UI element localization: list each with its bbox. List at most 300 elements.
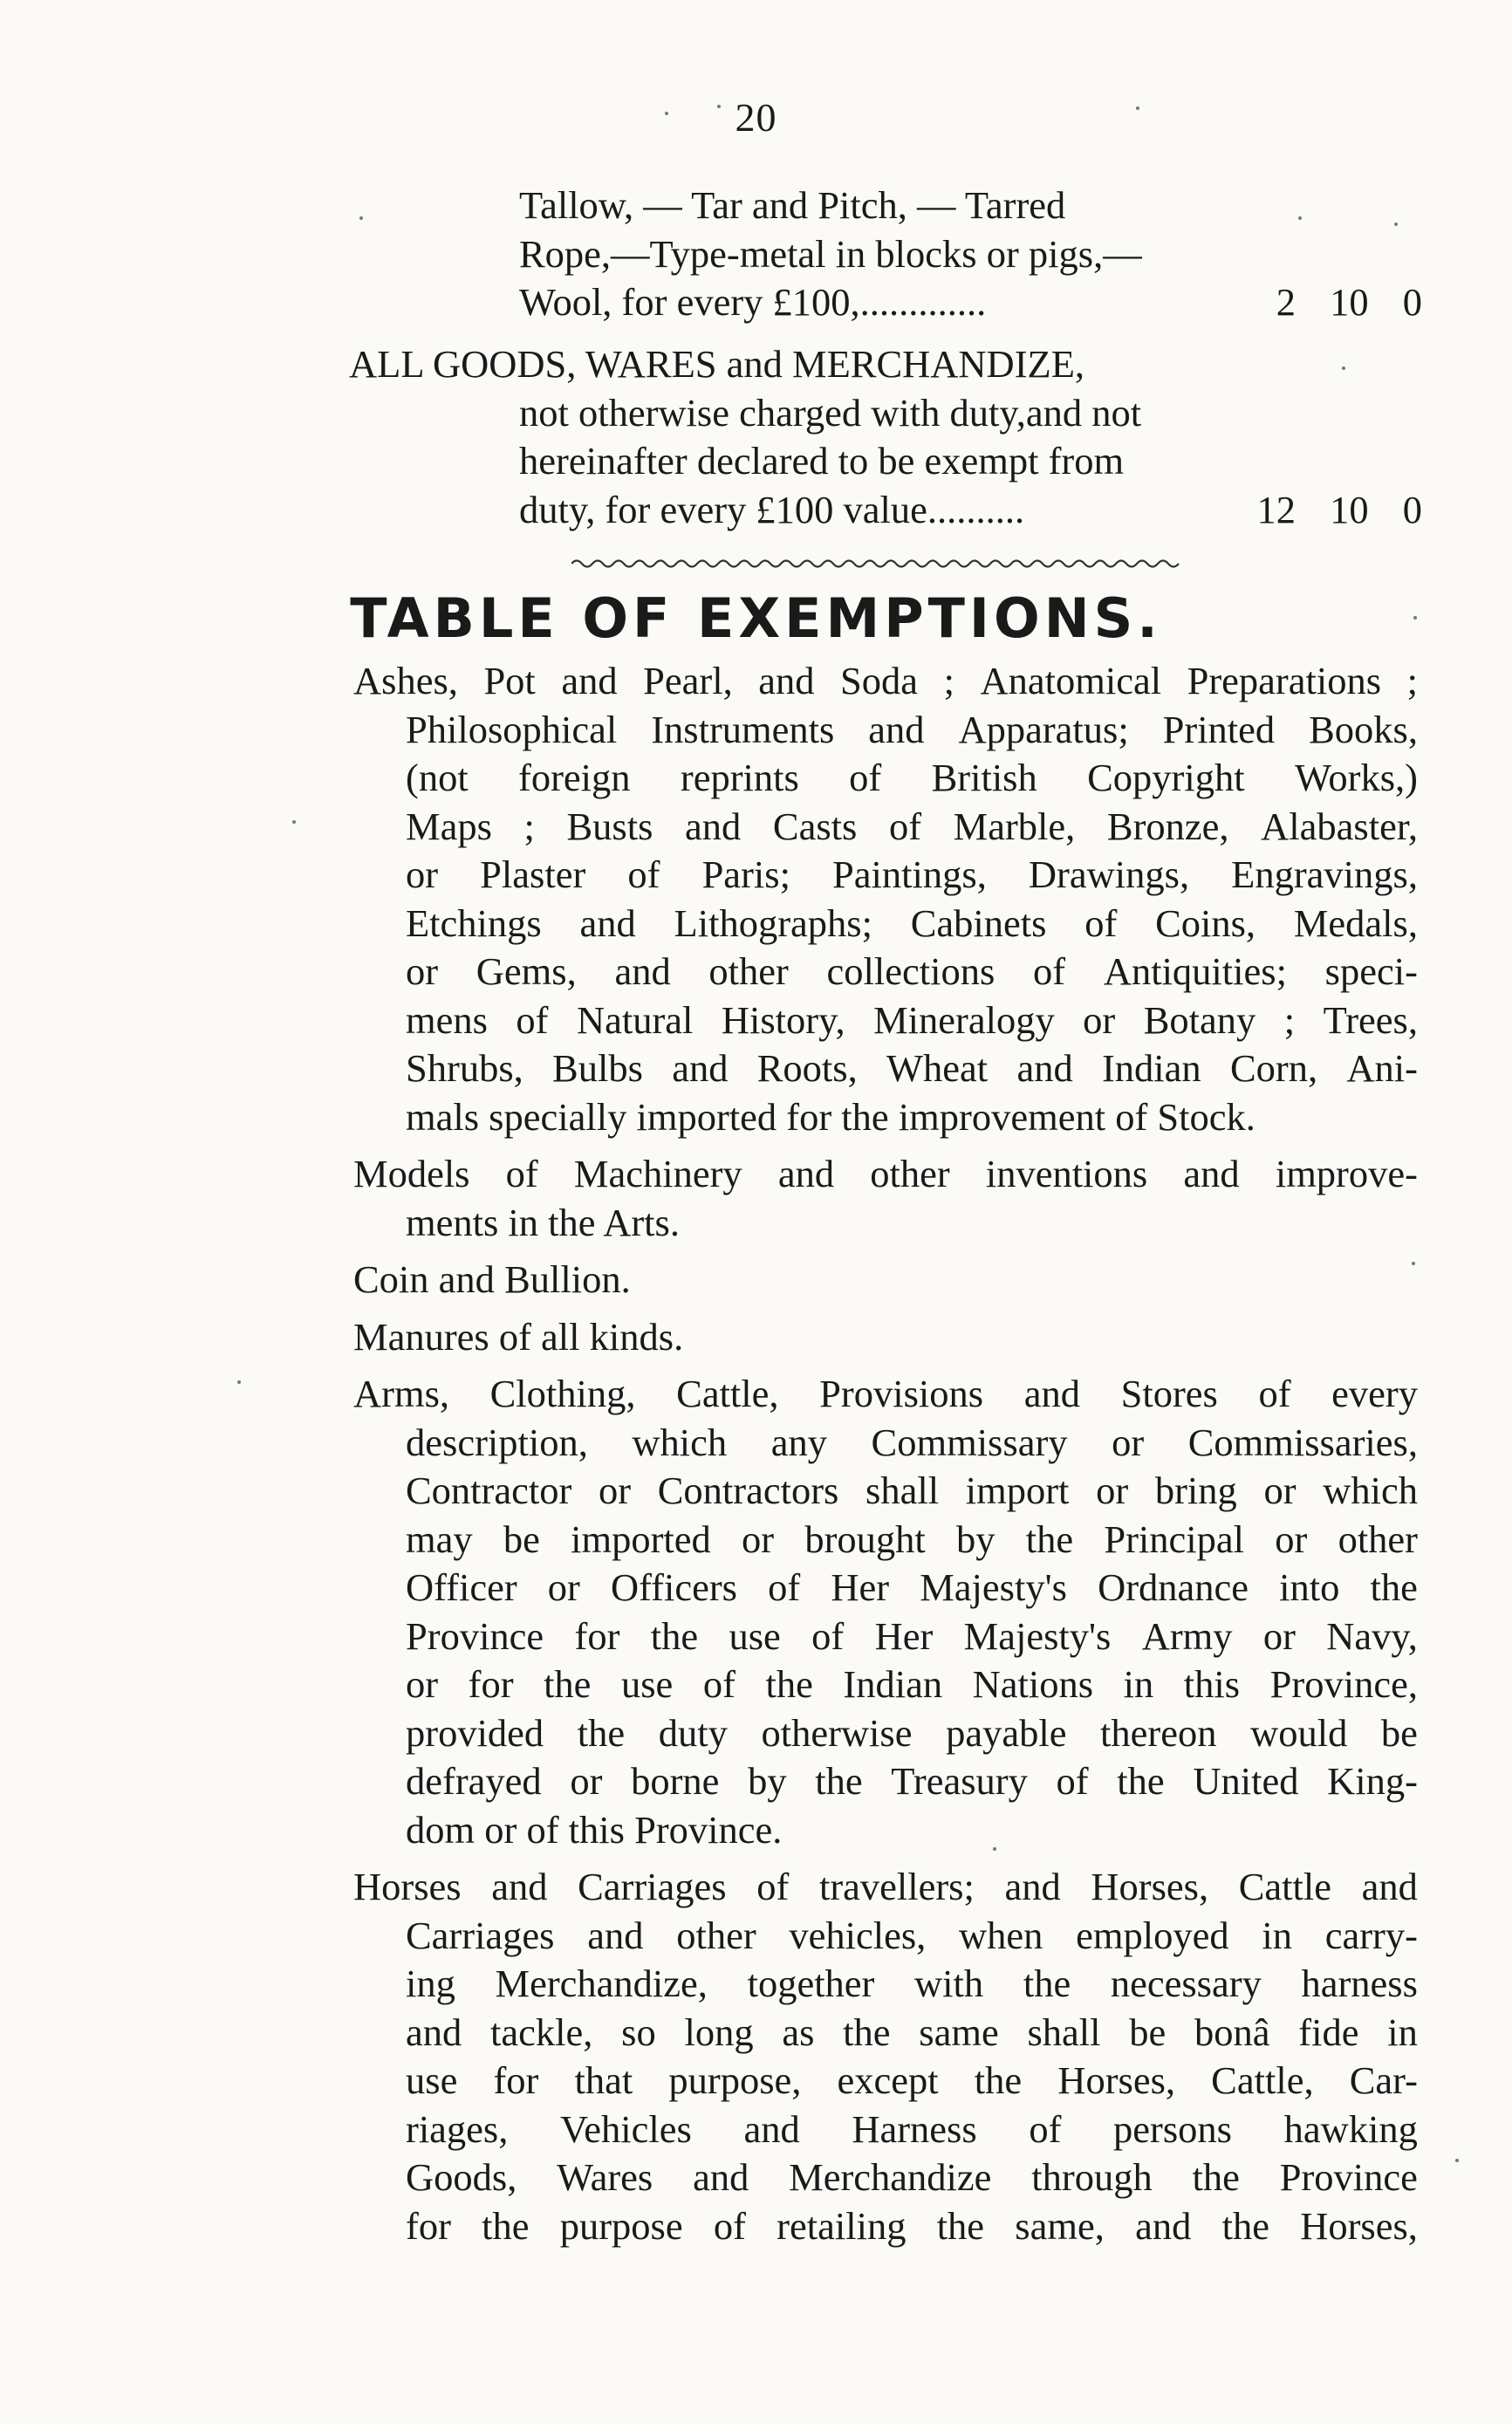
rate-final-line <box>519 486 1422 535</box>
word: import <box>965 1469 1070 1512</box>
word: of <box>516 997 549 1042</box>
word: Machinery <box>573 1152 742 1195</box>
word: Indian <box>843 1662 943 1706</box>
word: Philosophical <box>406 707 618 751</box>
word: and <box>743 2106 800 2151</box>
word: and <box>1135 2203 1192 2248</box>
rate-line: hereinafter declared to be exempt from <box>519 439 1125 483</box>
entry-first-line <box>353 657 1418 706</box>
word: defrayed <box>406 1759 542 1803</box>
word: Mineralogy <box>873 997 1055 1042</box>
word: the <box>544 1662 592 1706</box>
word: Contractor <box>406 1469 572 1512</box>
word: Horses <box>353 1865 462 1908</box>
word: and <box>491 1865 548 1908</box>
word: the <box>936 2203 985 2248</box>
word: and <box>777 1152 835 1195</box>
word: except <box>837 2058 939 2102</box>
word: would <box>1250 1710 1348 1755</box>
word: and <box>1016 1046 1073 1090</box>
word: of <box>1033 949 1066 993</box>
word: use <box>729 1613 781 1658</box>
word: Etchings <box>406 900 542 945</box>
word: this <box>568 1807 625 1852</box>
word: of <box>888 804 922 848</box>
word: Drawings, <box>1028 853 1190 896</box>
exemption-entry <box>353 1313 1418 1362</box>
word: Harness <box>852 2106 977 2151</box>
word: Botany <box>1143 997 1256 1042</box>
word: Apparatus; <box>958 707 1129 751</box>
entry-first-line <box>353 1313 1418 1362</box>
word: kinds. <box>589 1314 684 1359</box>
word: Stores <box>1120 1372 1218 1415</box>
word: bonâ <box>1194 2010 1270 2054</box>
word: Shrubs, <box>406 1046 523 1090</box>
word: be <box>503 1517 540 1561</box>
entry-line <box>353 1661 1418 1709</box>
word: or <box>484 1807 517 1852</box>
word: the <box>482 2203 530 2248</box>
word: of <box>627 853 660 896</box>
word: or <box>1263 1469 1296 1512</box>
word: Cattle, <box>676 1372 779 1415</box>
entry-line <box>353 1613 1418 1661</box>
word: same <box>919 2010 999 2054</box>
word: specially <box>489 1094 627 1139</box>
scan-speck <box>993 1847 996 1851</box>
word: and <box>1004 1865 1061 1908</box>
word: Officer <box>406 1565 517 1609</box>
word: of <box>526 1807 559 1852</box>
exemption-entry <box>353 1863 1418 2250</box>
word: mens <box>406 997 488 1042</box>
word: into <box>1279 1565 1340 1609</box>
word: speci- <box>1324 949 1418 993</box>
word: Province. <box>634 1807 783 1852</box>
word: Corn, <box>1229 1046 1318 1090</box>
word: carry- <box>1324 1913 1418 1957</box>
word: that <box>574 2058 633 2102</box>
word: and <box>579 900 636 945</box>
word: Nations <box>972 1662 1094 1706</box>
word: the <box>815 1759 863 1803</box>
word: (not <box>406 756 469 799</box>
word: and <box>693 2155 749 2199</box>
word: of <box>1056 1759 1089 1803</box>
word: Roots, <box>756 1046 858 1090</box>
word: Horses, <box>1057 2058 1176 2102</box>
word: of <box>713 2203 746 2248</box>
word: or <box>406 949 439 993</box>
word: and <box>685 804 742 848</box>
word: Treasury <box>891 1759 1028 1803</box>
word: purpose <box>559 2203 683 2248</box>
word: Merchandize <box>789 2155 992 2199</box>
word: or <box>1112 1420 1145 1464</box>
word: Books, <box>1309 707 1418 751</box>
scan-speck <box>237 1380 241 1384</box>
word: Trees, <box>1323 997 1418 1042</box>
word: bring <box>1154 1469 1237 1512</box>
word: or <box>1262 1613 1296 1658</box>
exemptions-list <box>353 657 1418 2259</box>
word: Antiquities; <box>1103 949 1287 993</box>
word: ; <box>943 659 954 702</box>
word: Contractors <box>657 1469 839 1512</box>
word: History, <box>721 997 845 1042</box>
word: Commissaries, <box>1187 1420 1418 1464</box>
word: the <box>548 1200 596 1244</box>
word: for <box>468 1662 514 1706</box>
word: Gems, <box>475 949 577 993</box>
word: Busts <box>566 804 653 848</box>
word: Province, <box>1269 1662 1418 1706</box>
entry-first-line <box>353 1256 1418 1304</box>
word: by <box>748 1759 787 1803</box>
word: Carriages <box>406 1913 555 1957</box>
word: Principal <box>1104 1517 1245 1561</box>
word: Medals, <box>1293 900 1418 945</box>
word: same, <box>1015 2203 1105 2248</box>
word: in <box>508 1200 539 1244</box>
word: Anatomical <box>980 659 1162 702</box>
word: brought <box>804 1517 926 1561</box>
word: Soda <box>840 659 919 702</box>
word: Her <box>831 1565 890 1609</box>
word: the <box>577 1710 626 1755</box>
tallow-rate-entry <box>349 181 1422 327</box>
word: Horses, <box>1091 1865 1209 1908</box>
word: Commissary <box>871 1420 1068 1464</box>
word: the <box>974 2058 1023 2102</box>
word: shall <box>865 1469 940 1512</box>
word: borne <box>631 1759 720 1803</box>
word: retailing <box>777 2203 907 2248</box>
word: Ashes, <box>353 659 458 702</box>
word: Navy, <box>1326 1613 1418 1658</box>
scan-speck <box>665 112 668 115</box>
word: of <box>498 1314 531 1359</box>
word: Printed <box>1162 707 1276 751</box>
word: be <box>1380 1710 1418 1755</box>
word: Indian <box>1101 1046 1201 1090</box>
word: Alabaster, <box>1261 804 1418 848</box>
word: vehicles, <box>789 1913 927 1957</box>
word: the <box>1025 1517 1074 1561</box>
word: which <box>1323 1469 1418 1512</box>
word: ; <box>1406 659 1418 702</box>
word: all <box>541 1314 580 1359</box>
word: Plaster <box>480 853 586 896</box>
word: of <box>1084 900 1118 945</box>
entry-line <box>353 803 1418 852</box>
word: Instruments <box>651 707 835 751</box>
word: ments <box>406 1200 499 1244</box>
entry-line <box>353 1564 1418 1613</box>
word: other <box>870 1152 950 1195</box>
scan-speck <box>1455 2159 1459 2162</box>
word: Cabinets <box>910 900 1047 945</box>
word: collections <box>826 949 995 993</box>
word: the <box>1221 2203 1269 2248</box>
word: when <box>959 1913 1043 1957</box>
word: for <box>786 1094 832 1139</box>
entry-line <box>353 1516 1418 1565</box>
word: and <box>1183 1152 1240 1195</box>
entry-first-line <box>353 1370 1418 1419</box>
entry-line <box>353 754 1418 803</box>
word: or <box>406 1662 439 1706</box>
word: the <box>843 2010 891 2054</box>
entry-line <box>353 1467 1418 1516</box>
word: otherwise <box>761 1710 913 1755</box>
entry-line <box>353 1757 1418 1806</box>
word: Models <box>353 1152 470 1195</box>
word: or <box>406 853 439 896</box>
word: the <box>1370 1565 1418 1609</box>
word: use <box>620 1662 674 1706</box>
word: in <box>1262 1913 1292 1957</box>
entry-first-line <box>353 1863 1418 1912</box>
word: of <box>1258 1372 1291 1415</box>
word: riages, <box>406 2106 509 2151</box>
word: in <box>1123 1662 1154 1706</box>
rate-line: Rope,—Type-metal in blocks or pigs,— <box>519 231 1142 276</box>
scan-speck <box>1413 616 1417 620</box>
word: Wheat <box>886 1046 989 1090</box>
word: in <box>1387 2010 1418 2054</box>
word: of <box>702 1662 735 1706</box>
word: Province <box>1279 2155 1418 2199</box>
word: improvement <box>898 1094 1106 1139</box>
word: the <box>1192 2155 1240 2199</box>
word: Pearl, <box>643 659 733 702</box>
entry-first-line <box>353 1150 1418 1199</box>
word: foreign <box>518 756 631 799</box>
word: purpose, <box>668 2058 802 2102</box>
word: for <box>493 2058 539 2102</box>
word: Ordnance <box>1098 1565 1249 1609</box>
word: so <box>621 2010 656 2054</box>
word: persons <box>1113 2106 1233 2151</box>
scan-speck <box>1412 1262 1415 1265</box>
rate-amount: 2 10 0 <box>1276 280 1422 324</box>
word: by <box>956 1517 995 1561</box>
word: or <box>742 1517 775 1561</box>
exemption-entry <box>353 1370 1418 1854</box>
word: Marble, <box>953 804 1076 848</box>
word: Natural <box>576 997 694 1042</box>
word: Lithographs; <box>674 900 872 945</box>
scan-speck <box>1136 106 1139 110</box>
word: the <box>841 1094 889 1139</box>
word: this <box>1183 1662 1241 1706</box>
word: and <box>1361 1865 1418 1908</box>
word: of <box>849 756 882 799</box>
word: Majesty's <box>920 1565 1067 1609</box>
word: of <box>756 1865 790 1908</box>
entry-line <box>353 1960 1418 2009</box>
word: or <box>547 1565 580 1609</box>
word: or <box>598 1469 632 1512</box>
word: Paintings, <box>832 853 987 896</box>
word: imported <box>571 1517 711 1561</box>
word: and <box>1023 1372 1080 1415</box>
word: hawking <box>1283 2106 1418 2151</box>
entry-line <box>353 2202 1418 2251</box>
entry-line <box>353 1419 1418 1468</box>
word: Pot <box>483 659 536 702</box>
word: King- <box>1327 1759 1418 1803</box>
word: the <box>1023 1962 1071 2005</box>
entry-line <box>353 948 1418 996</box>
word: be <box>1129 2010 1166 2054</box>
word: Car- <box>1349 2058 1418 2102</box>
word: Province <box>406 1613 544 1658</box>
word: may <box>406 1517 473 1561</box>
word: or <box>1083 997 1116 1042</box>
word: and <box>614 949 671 993</box>
word: description, <box>406 1420 588 1464</box>
scan-speck <box>1298 216 1302 220</box>
word: and <box>672 1046 729 1090</box>
entry-last-line <box>353 1093 1418 1142</box>
word: Copyright <box>1087 756 1245 799</box>
entry-line <box>353 1912 1418 1961</box>
word: and <box>758 659 815 702</box>
word: Paris; <box>701 853 790 896</box>
rate-text: Wool, for every £100,............. <box>519 280 987 324</box>
word: Bulbs <box>552 1046 643 1090</box>
word: dom <box>406 1807 475 1852</box>
word: Majesty's <box>963 1613 1112 1658</box>
entry-line <box>353 2154 1418 2202</box>
word: inventions <box>985 1152 1148 1195</box>
word: the <box>650 1613 699 1658</box>
scan-speck <box>1342 366 1345 370</box>
entry-line <box>353 900 1418 948</box>
word: ing <box>406 1962 455 2005</box>
word: tackle, <box>490 2010 593 2054</box>
scan-speck <box>292 820 296 824</box>
word: Arts. <box>603 1200 680 1244</box>
word: Bronze, <box>1106 804 1229 848</box>
scan-speck <box>717 105 721 108</box>
word: through <box>1031 2155 1153 2199</box>
entry-line <box>353 996 1418 1045</box>
wavy-divider <box>571 557 1182 571</box>
word: other <box>676 1913 756 1957</box>
word: Army <box>1141 1613 1233 1658</box>
word: for <box>574 1613 620 1658</box>
word: Her <box>874 1613 934 1658</box>
entry-line <box>353 706 1418 755</box>
word: fide <box>1298 2010 1359 2054</box>
scan-speck <box>359 216 363 220</box>
word: necessary <box>1110 1962 1262 2005</box>
word: use <box>406 2058 458 2102</box>
word: Wares <box>557 2155 653 2199</box>
word: provided <box>406 1710 544 1755</box>
word: duty <box>658 1710 728 1755</box>
word: other <box>1338 1517 1418 1561</box>
word: ; <box>1283 997 1296 1042</box>
scan-speck <box>1394 223 1398 226</box>
page-number: 20 <box>735 95 777 140</box>
word: other <box>708 949 789 993</box>
word: of <box>768 1565 801 1609</box>
word: Horses, <box>1300 2203 1418 2248</box>
word: as <box>782 2010 815 2054</box>
word: Vehicles <box>560 2106 692 2151</box>
word: together <box>747 1962 875 2005</box>
word: Casts <box>772 804 858 848</box>
word: Maps <box>406 804 492 848</box>
exemption-entry <box>353 1256 1418 1304</box>
rate-line: Tallow, — Tar and Pitch, — Tarred <box>519 183 1066 227</box>
word: which <box>632 1420 728 1464</box>
word: Carriages <box>578 1865 727 1908</box>
word: employed <box>1076 1913 1229 1957</box>
word: improve- <box>1275 1152 1418 1195</box>
word: Manures <box>353 1314 489 1359</box>
word: United <box>1193 1759 1299 1803</box>
goods-rate-entry <box>349 340 1422 534</box>
entry-last-line <box>353 1806 1418 1855</box>
word: and <box>438 1257 495 1301</box>
entry-line <box>353 1709 1418 1758</box>
word: or <box>570 1759 603 1803</box>
word: Stock. <box>1157 1094 1255 1139</box>
word: with <box>914 1962 984 2005</box>
word: Merchandize, <box>495 1962 708 2005</box>
word: thereon <box>1100 1710 1217 1755</box>
word: Cattle <box>1238 1865 1332 1908</box>
entry-line <box>353 2057 1418 2106</box>
rate-heading-line: ALL GOODS, WARES and MERCHANDIZE, <box>349 342 1085 386</box>
rate-text: duty, for every £100 value.......... <box>519 487 1025 531</box>
entry-last-line <box>353 1199 1418 1248</box>
word: Ani- <box>1346 1046 1418 1090</box>
word: Engravings, <box>1231 853 1418 896</box>
word: every <box>1331 1372 1418 1415</box>
word: of <box>1115 1094 1148 1139</box>
word: Goods, <box>406 2155 517 2199</box>
word: and <box>561 659 618 702</box>
entry-line <box>353 2009 1418 2058</box>
word: long <box>684 2010 754 2054</box>
word: travellers; <box>818 1865 975 1908</box>
entry-line <box>353 851 1418 900</box>
entry-line <box>353 2106 1418 2154</box>
word: Cattle, <box>1211 2058 1314 2102</box>
word: any <box>770 1420 827 1464</box>
word: mals <box>406 1094 480 1139</box>
word: Preparations <box>1187 659 1382 702</box>
exemptions-heading: TABLE OF EXEMPTIONS. <box>350 586 1162 650</box>
word: harness <box>1301 1962 1418 2005</box>
word: or <box>1275 1517 1308 1561</box>
exemption-entry <box>353 657 1418 1141</box>
word: and <box>868 707 925 751</box>
word: imported <box>636 1094 777 1139</box>
exemption-entry <box>353 1150 1418 1247</box>
word: Bullion. <box>504 1257 631 1301</box>
word: and <box>587 1913 644 1957</box>
word: and <box>406 2010 462 2054</box>
word: Provisions <box>819 1372 984 1415</box>
